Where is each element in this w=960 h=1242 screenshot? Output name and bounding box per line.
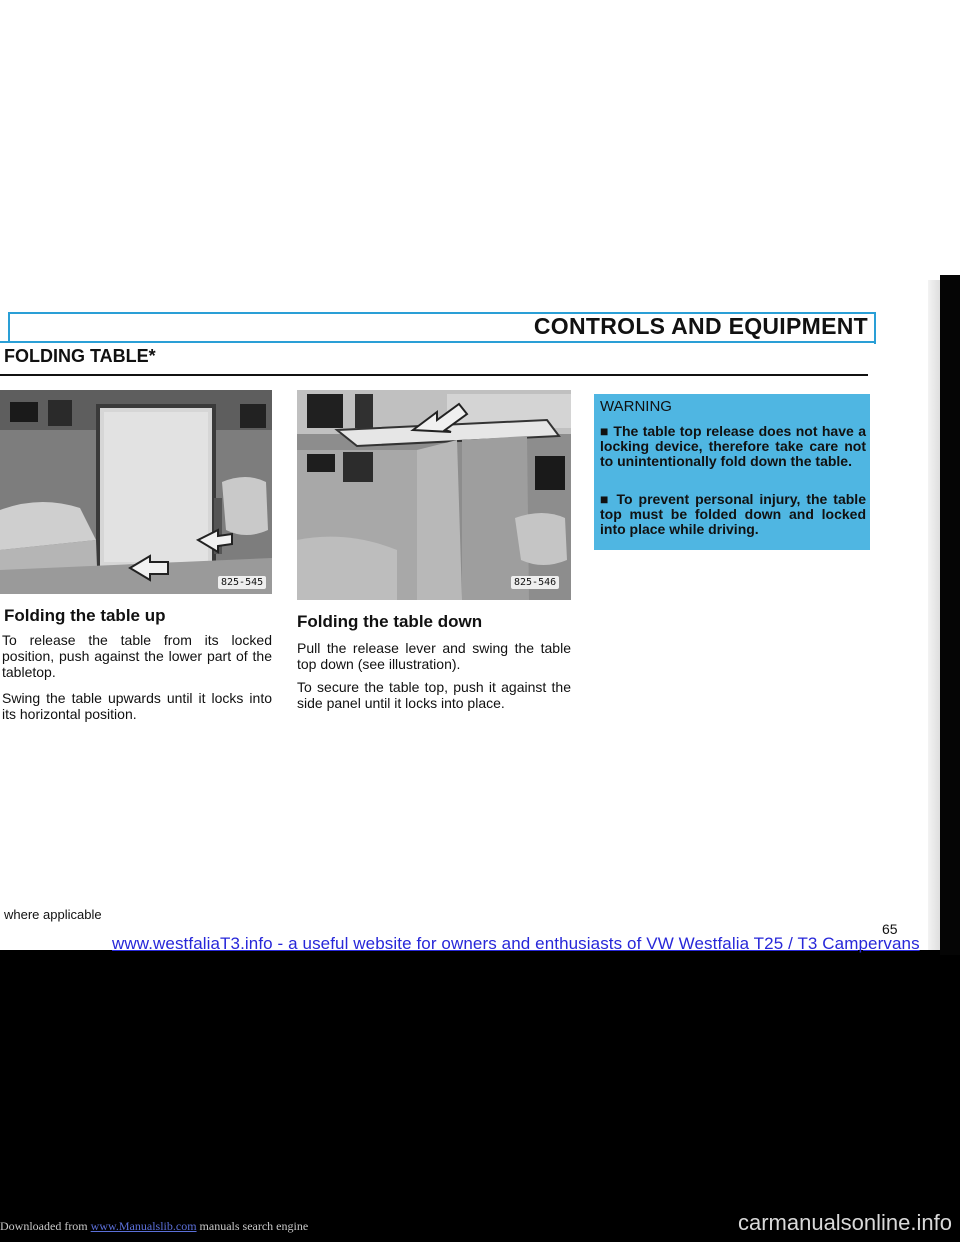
figure-table-up — [0, 390, 272, 594]
paragraph-table-down-1: Pull the release lever and swing the table top down (see illustration). — [297, 640, 571, 672]
heading-table-up: Folding the table up — [4, 606, 166, 625]
paragraph-table-up-2: Swing the table upwards until it locks into its horizontal position. — [2, 690, 272, 722]
warning-box — [594, 394, 870, 550]
page-title: FOLDING TABLE* — [4, 346, 156, 366]
figure-table-up-illustration — [0, 390, 272, 594]
heading-table-down: Folding the table down — [297, 612, 483, 631]
figure-code-1: 825-545 — [218, 576, 266, 589]
warning-title: WARNING — [600, 398, 672, 415]
warning-item-1: ■ The table top release does not have a locking device, therefore take care not to unintentionally fold down the table. — [600, 423, 866, 469]
paragraph-table-up-1: To release the table from its locked position, push against the lower part of the tabletop. — [2, 632, 272, 680]
page-binding-shadow — [940, 275, 960, 955]
section-heading: CONTROLS AND EQUIPMENT — [533, 313, 868, 339]
download-banner — [0, 1219, 308, 1234]
figure-table-down-illustration — [297, 390, 571, 600]
page-number: 65 — [882, 921, 898, 937]
brand-watermark: carmanualsonline.info — [737, 1210, 952, 1235]
header-rule — [0, 341, 876, 343]
footnote: where applicable — [4, 907, 102, 922]
warning-item-2: ■ To prevent personal injury, the table top must be folded down and locked into place while driving. — [600, 491, 866, 537]
figure-code-2: 825-546 — [511, 576, 559, 589]
title-underline — [0, 374, 868, 376]
download-prefix: Downloaded from — [0, 1219, 91, 1233]
manualslib-link[interactable]: www.Manualslib.com — [90, 1219, 197, 1233]
paragraph-table-down-2: To secure the table top, push it against the side panel until it locks into place. — [297, 679, 571, 711]
figure-table-down — [297, 390, 571, 600]
website-note-link[interactable]: www.westfaliaT3.info - a useful website for owners and enthusiasts of VW Westfalia T25 / T3 Campervans — [112, 934, 920, 953]
download-suffix: manuals search engine — [196, 1219, 309, 1233]
